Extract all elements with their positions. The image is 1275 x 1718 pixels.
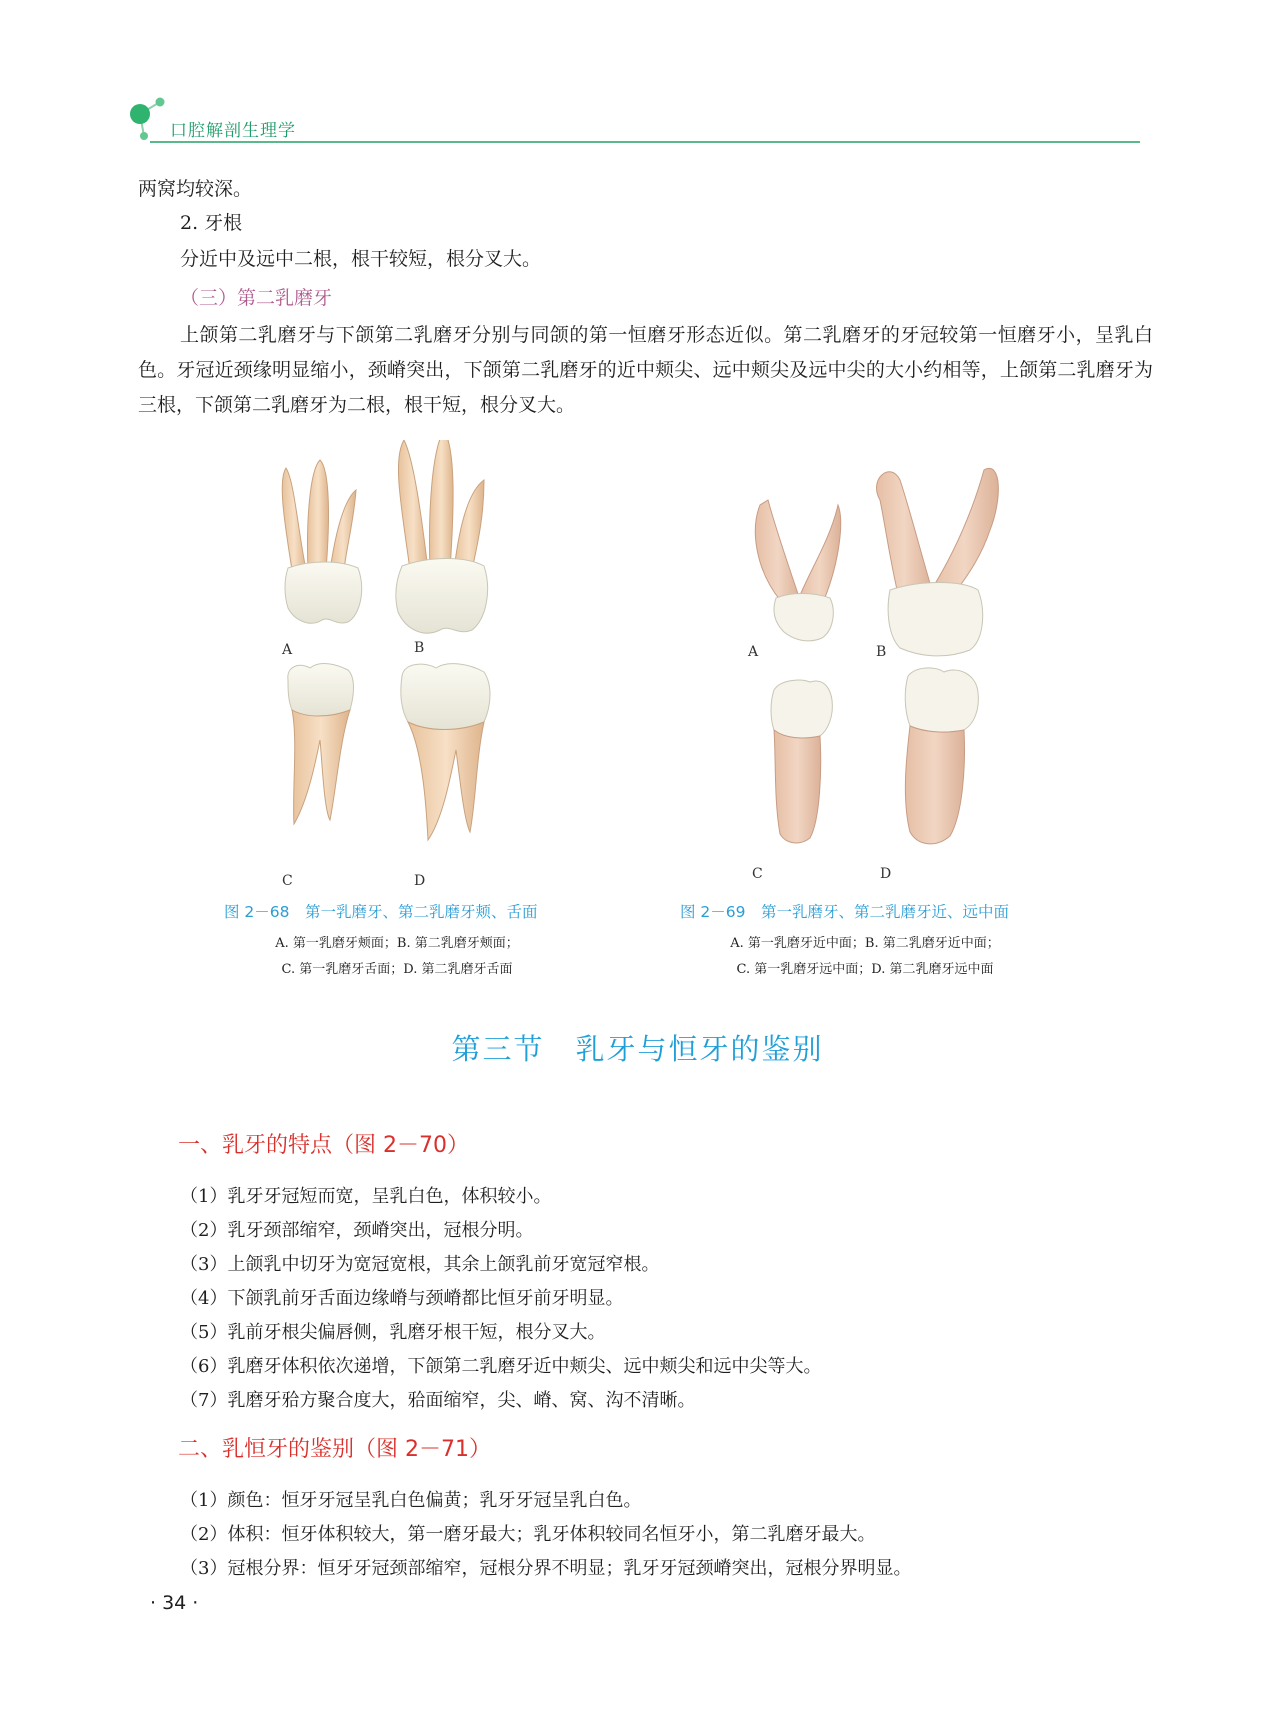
list-item: （2）体积：恒牙体积较大，第一磨牙最大；乳牙体积较同名恒牙小，第二乳磨牙最大。: [180, 1524, 876, 1545]
part2-heading: 二、乳恒牙的鉴别（图 2－71）: [178, 1437, 491, 1462]
root-heading: 2. 牙根: [180, 212, 243, 234]
figure-2-69-caption-2: C. 第一乳磨牙远中面；D. 第二乳磨牙远中面: [736, 962, 994, 977]
figure-2-68-title: 图 2－68 第一乳磨牙、第二乳磨牙颊、舌面: [224, 903, 538, 921]
list-item: （5）乳前牙根尖偏唇侧，乳磨牙根干短，根分叉大。: [180, 1322, 606, 1343]
figure-2-69-title: 图 2－69 第一乳磨牙、第二乳磨牙近、远中面: [680, 903, 1010, 921]
header-rule: [150, 141, 1140, 143]
text-line: 两窝均较深。: [138, 178, 253, 200]
section-title: 第三节 乳牙与恒牙的鉴别: [451, 1032, 824, 1066]
subsection-heading: （三）第二乳磨牙: [180, 287, 333, 309]
figure-2-68-caption-2: C. 第一乳磨牙舌面；D. 第二乳磨牙舌面: [281, 962, 513, 977]
figure-2-68-label-a: A: [282, 642, 293, 658]
header-title: 口腔解剖生理学: [170, 121, 296, 141]
list-item: （4）下颌乳前牙舌面边缘嵴与颈嵴都比恒牙前牙明显。: [180, 1288, 624, 1309]
list-item: （6）乳磨牙体积依次递增，下颌第二乳磨牙近中颊尖、远中颊尖和远中尖等大。: [180, 1356, 822, 1377]
figure-2-69-label-a: A: [748, 644, 759, 660]
list-item: （2）乳牙颈部缩窄，颈嵴突出，冠根分明。: [180, 1220, 534, 1241]
list-item: （7）乳磨牙𬌗方聚合度大，𬌗面缩窄，尖、嵴、窝、沟不清晰。: [180, 1390, 696, 1411]
figure-2-68-caption-1: A. 第一乳磨牙颊面；B. 第二乳磨牙颊面；: [275, 936, 519, 951]
figure-2-69-illustration: [740, 460, 1020, 870]
figure-2-68-label-d: D: [414, 873, 426, 889]
figure-2-69-caption-1: A. 第一乳磨牙近中面；B. 第二乳磨牙近中面；: [730, 936, 1000, 951]
figure-2-69-label-b: B: [876, 644, 887, 660]
part1-heading: 一、乳牙的特点（图 2－70）: [178, 1133, 469, 1158]
header-logo-icon: [128, 96, 172, 142]
figure-2-68-label-b: B: [414, 640, 425, 656]
list-item: （1）颜色：恒牙牙冠呈乳白色偏黄；乳牙牙冠呈乳白色。: [180, 1490, 642, 1511]
list-item: （1）乳牙牙冠短而宽，呈乳白色，体积较小。: [180, 1186, 552, 1207]
figure-2-68-illustration: [270, 440, 560, 880]
figure-2-68-label-c: C: [282, 873, 293, 889]
list-item: （3）上颌乳中切牙为宽冠宽根，其余上颌乳前牙宽冠窄根。: [180, 1254, 660, 1275]
figure-2-69-label-d: D: [880, 866, 892, 882]
figure-2-69-label-c: C: [752, 866, 763, 882]
root-text: 分近中及远中二根，根干较短，根分叉大。: [180, 248, 542, 270]
list-item: （3）冠根分界：恒牙牙冠颈部缩窄，冠根分界不明显；乳牙牙冠颈嵴突出，冠根分界明显。: [180, 1558, 912, 1579]
body-paragraph: 上颌第二乳磨牙与下颌第二乳磨牙分别与同颌的第一恒磨牙形态近似。第二乳磨牙的牙冠较第一恒磨牙小，呈乳白色。牙冠近颈缘明显缩小，颈嵴突出，下颌第二乳磨牙的近中颊尖、远中颊尖及远中尖的大小约相等，上颌第二乳磨牙为三根，下颌第二乳磨牙为二根，根干短，根分叉大。: [138, 324, 1153, 416]
page-number: · 34 ·: [150, 1592, 199, 1614]
